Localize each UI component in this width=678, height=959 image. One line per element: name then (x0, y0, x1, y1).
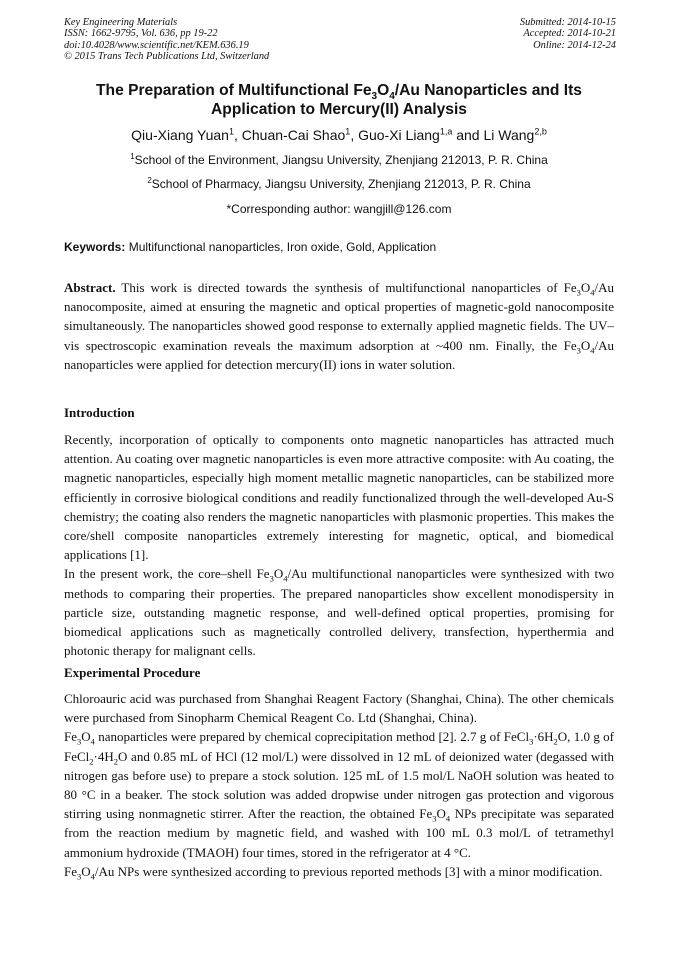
issn: ISSN: 1662-9795, Vol. 636, pp 19-22 (64, 28, 218, 40)
author-list: Qiu-Xiang Yuan$^1$, Chuan-Cai Shao$^1$, Guo-Xi Liang$^{1,a}$ and Li Wang$^{2,b}$ (131, 126, 547, 143)
submitted-date: Submitted: 2014-10-15 (519, 17, 616, 28)
exp-paragraph-2: $Fe_3O_4$ nanoparticles were prepared by chemical coprecipitation method [2]. 2.7 g of $FeCl_3\cdot 6H_2O$, 1.0 g of $FeCl_2\cdot 4H_2O$ and 0.85 mL of HCl (12 mol/L) were dissolved in 12 mL of deionized water (degassed with nitrogen gas before use) to prepare a stock solution. 125 mL of 1.5 mol/L NaOH solution was heated to 80 °C in a beaker. The stock solution was added dropwise under nitrogen gas protection and vigorous stirring using nonmagnetic stirrer. After the reaction, the obtained $Fe_3O_4$ NPs precipitate was separated from the reaction medium by magnetic field, and washed with 100 mL 0.3 mol/L of tetramethyl ammonium hydroxide (TMAOH) four times, stored in the refrigerator at 4 °C. (64, 729, 614, 860)
affiliation-1: $^1$School of the Environment, Jiangsu University, Zhenjiang 212013, P. R. China (130, 152, 548, 167)
abstract: Abstract. This work is directed towards the synthesis of multifunctional nanoparticles of $Fe_3O_4/Au$ nanocomposite, aimed at ensuring the magnetic and optical properties of magnetic-gold nanocomposite simultaneously. The nanoparticles showed good response to externally applied magnetic fields. The UV–vis spectroscopic examination reveals the maximum adsorption at ~400 nm. Finally, the $Fe_3O_4/Au$ nanoparticles were applied for detection mercury(II) ions in water solution. (64, 280, 614, 372)
experimental-heading: Experimental Procedure (64, 665, 201, 680)
affiliation-2: $^2$School of Pharmacy, Jiangsu University, Zhenjiang 212013, P. R. China (147, 176, 531, 191)
keywords-text: Multifunctional nanoparticles, Iron oxide, Gold, Application (125, 240, 437, 254)
online-date: Online: 2014-12-24 (533, 39, 616, 51)
exp-paragraph-3: $Fe_3O_4/Au$ NPs were synthesized according to previous reported methods [3] with a minor modification. (64, 863, 603, 882)
experimental-body (64, 689, 614, 881)
introduction-heading: Introduction (64, 405, 135, 420)
accepted-date: Accepted: 2014-10-21 (523, 28, 616, 40)
intro-paragraph-1: Recently, incorporation of optically to components onto magnetic nanoparticles has attracted much attention. Au coating over magnetic nanoparticles is even more attractive composite: with Au coating, the magnetic nanoparticles, especially high moment metallic magnetic nanoparticles, can be stabilized more efficiently in corrosive biological conditions and readily functionalized through the well-developed Au-S chemistry; the coating also renders the magnetic nanoparticles with plasmonic properties. This makes the core/shell composite nanoparticles extremely interesting for magnetic, optical, and biomedical applications [1]. (64, 432, 614, 563)
intro-paragraph-2: In the present work, the core–shell $Fe_3O_4/Au$ multifunctional nanoparticles were synthesized with two methods to comparing their properties. The prepared nanoparticles show excellent monodispersity in particle size, outstanding magnetic response, and well-defined optical properties, promising for biomedical applications such as magnetically controlled delivery, transfection, hyperthermia and photonic therapy for malignant cells. (64, 566, 614, 659)
doi: doi:10.4028/www.scientific.net/KEM.636.19 (64, 39, 249, 51)
exp-paragraph-1: Chloroauric acid was purchased from Shanghai Reagent Factory (Shanghai, China). The other chemicals were purchased from Sinopharm Chemical Reagent Co. Ltd (Shanghai, China). (64, 691, 614, 726)
keywords-label: Keywords: (64, 240, 126, 254)
title-line-2: Application to Mercury(II) Analysis (211, 101, 467, 118)
copyright: © 2015 Trans Tech Publications Ltd, Switzerland (64, 51, 270, 63)
introduction-body (64, 430, 614, 660)
dates-info (520, 17, 616, 51)
journal-info (64, 17, 269, 63)
paper-title: The Preparation of Multifunctional $Fe_3O_4/Au$ Nanoparticles and Its Application to Mercury(II) Analysis (96, 82, 582, 118)
corresponding-author: *Corresponding author: wangjill@126.com (226, 202, 452, 216)
abstract-label: Abstract. (64, 280, 116, 295)
journal-name: Key Engineering Materials (64, 17, 178, 28)
keywords (64, 240, 436, 255)
